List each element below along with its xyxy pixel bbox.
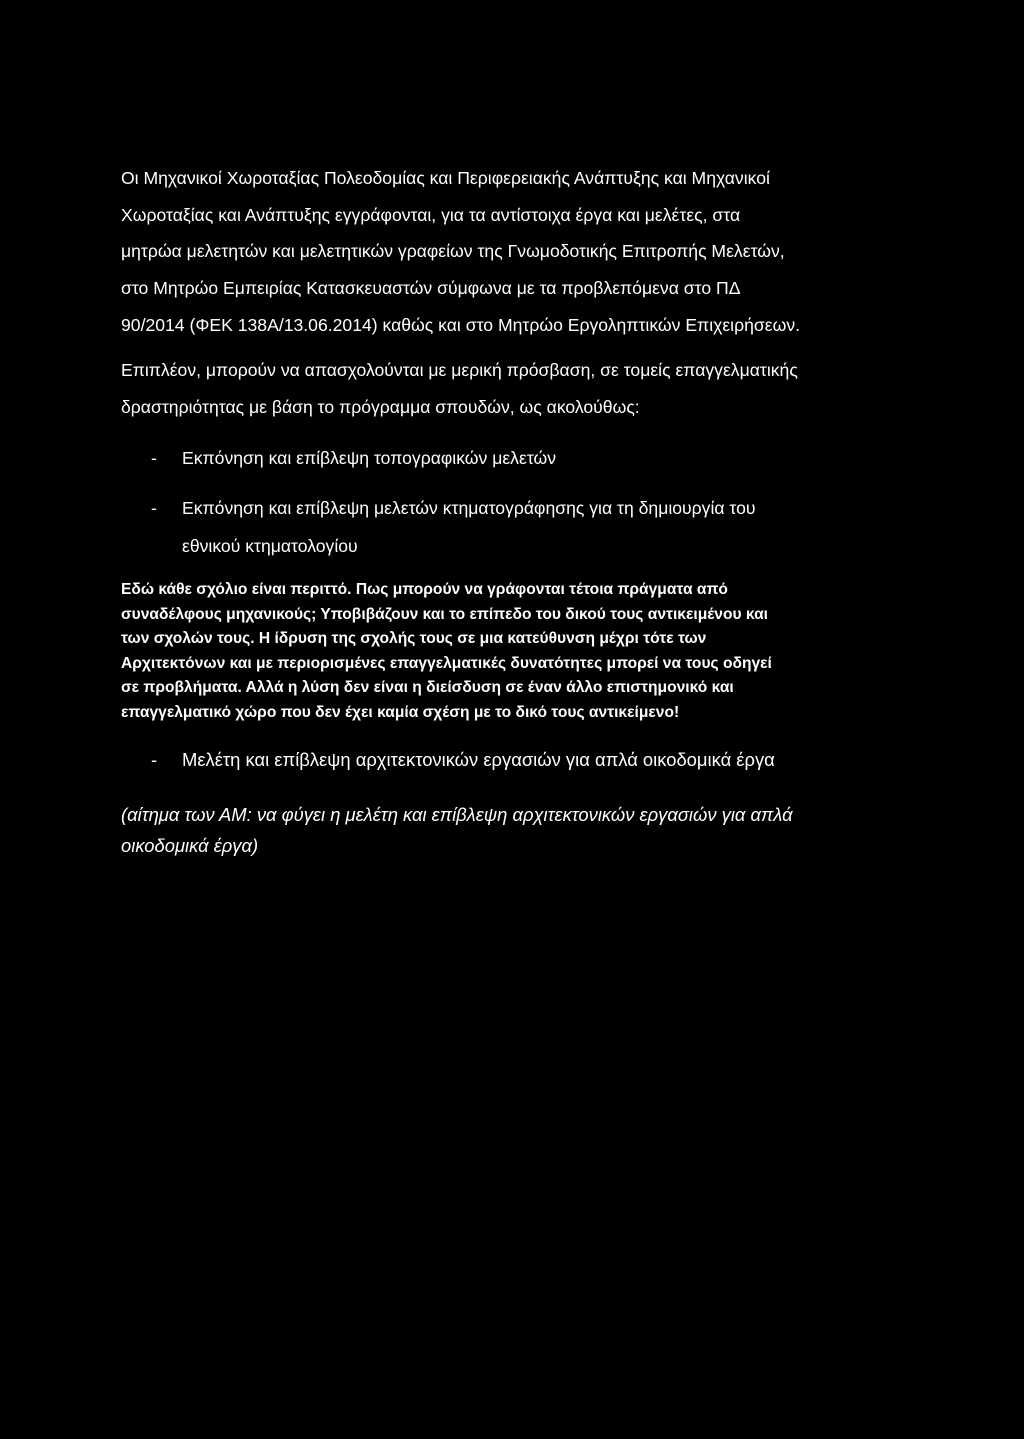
comment-block	[121, 578, 921, 726]
comment-line: Αρχιτεκτόνων και με περιορισμένες επαγγελματικές δυνατότητες μπορεί να τους οδηγεί	[121, 654, 772, 672]
note-request	[121, 800, 921, 861]
comment-line: συναδέλφους μηχανικούς; Υποβιβάζουν και το επίπεδο του δικού τους αντικειμένου και	[121, 605, 768, 623]
comment-line: Εδώ κάθε σχόλιο είναι περιττό. Πως μπορούν να γράφονται τέτοια πράγματα από	[121, 581, 728, 598]
list-item-text-continuation: εθνικού κτηματολογίου	[182, 536, 358, 556]
bullet-dash: -	[151, 749, 158, 770]
paragraph-line: στο Μητρώο Εμπειρίας Κατασκευαστών σύμφωνα με τα προβλεπόμενα στο ΠΔ	[121, 278, 741, 299]
note-line: (αίτημα των ΑΜ: να φύγει η μελέτη και επίβλεψη αρχιτεκτονικών εργασιών για απλά	[121, 804, 793, 825]
paragraph-partial-access	[121, 352, 921, 425]
comment-line: των σχολών τους. Η ίδρυση της σχολής τους σε μια κατεύθυνση μέχρι τότε των	[121, 630, 707, 648]
paragraph-line: 90/2014 (ΦΕΚ 138Α/13.06.2014) καθώς και στο Μητρώο Εργοληπτικών Επιχειρήσεων.	[121, 314, 801, 335]
list-item-text: Μελέτη και επίβλεψη αρχιτεκτονικών εργασιών για απλά οικοδομικά έργα	[182, 749, 775, 770]
paragraph-line: Επιπλέον, μπορούν να απασχολούνται με μερική πρόσβαση, σε τομείς επαγγελματικής	[121, 360, 798, 380]
comment-line: σε προβλήματα. Αλλά η λύση δεν είναι η διείσδυση σε έναν άλλο επιστημονικό και	[121, 679, 734, 697]
list-item-text: Εκπόνηση και επίβλεψη μελετών κτηματογράφησης για τη δημιουργία του	[182, 498, 756, 518]
comment-line: επαγγελματικό χώρο που δεν έχει καμία σχέση με το δικό τους αντικείμενο!	[121, 703, 680, 721]
paragraph-line: Χωροταξίας και Ανάπτυξης εγγράφονται, για τα αντίστοιχα έργα και μελέτες, στα	[121, 204, 741, 225]
bullet-dash: -	[151, 498, 157, 518]
paragraph-registration	[121, 160, 921, 344]
list-item-text: Εκπόνηση και επίβλεψη τοπογραφικών μελετών	[182, 448, 557, 468]
paragraph-line: Οι Μηχανικοί Χωροταξίας Πολεοδομίας και Περιφερειακής Ανάπτυξης και Μηχανικοί	[121, 168, 770, 188]
paragraph-line: δραστηριότητας με βάση το πρόγραμμα σπουδών, ως ακολούθως:	[121, 396, 640, 417]
paragraph-line: μητρώα μελετητών και μελετητικών γραφείων της Γνωμοδοτικής Επιτροπής Μελετών,	[121, 241, 785, 262]
note-line: οικοδομικά έργα)	[121, 834, 259, 856]
bullet-dash: -	[151, 448, 157, 468]
